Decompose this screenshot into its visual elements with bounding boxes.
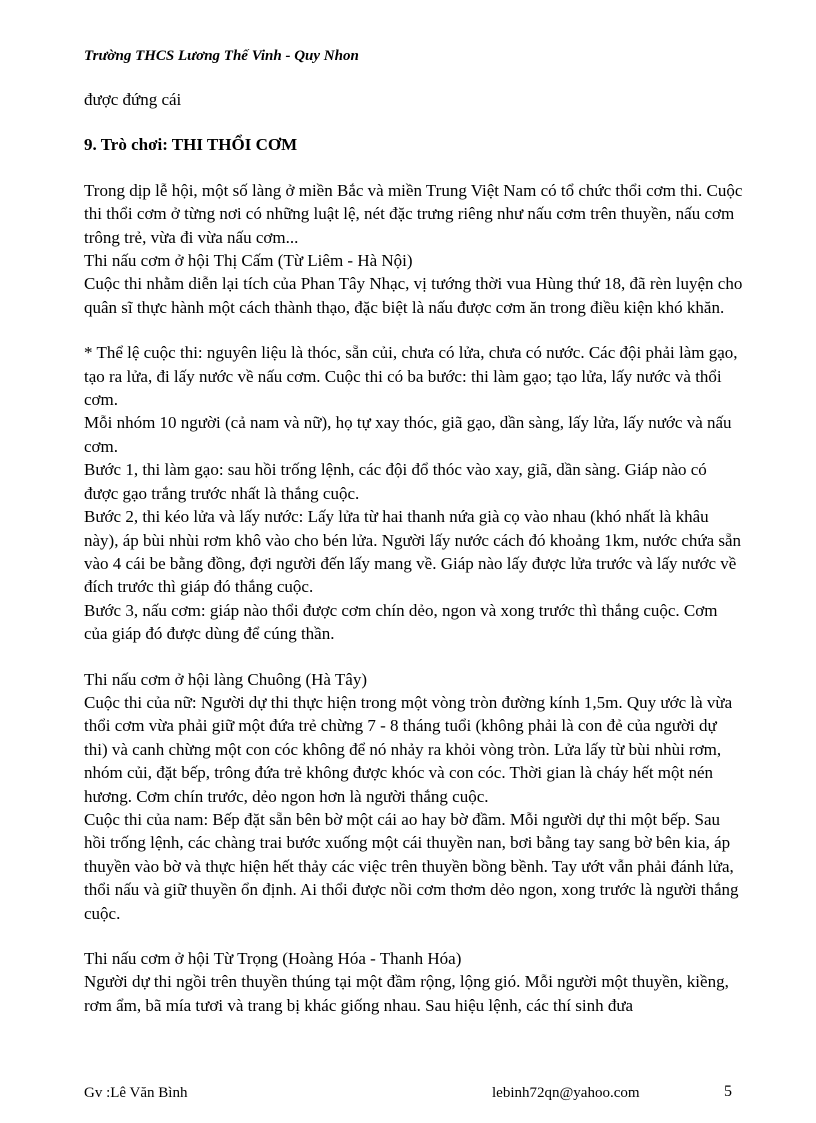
- section-title: 9. Trò chơi: THI THỔI CƠM: [84, 135, 298, 155]
- paragraph-groups: Mỗi nhóm 10 người (cả nam và nữ), họ tự xay thóc, giã gạo, dần sàng, lấy lửa, lấy nước và nấu cơm.: [84, 413, 732, 456]
- page-number: 5: [724, 1083, 732, 1100]
- paragraph-male-contest: Cuộc thi của nam: Bếp đặt sẵn bên bờ một cái ao hay bờ đầm. Mỗi người dự thi một bếp. Sau hồi trống lệnh, các chàng trai bước xuống một cái thuyền nan, bơi bằng tay sang bờ bên kia, áp thuyền vào bờ và thực hiện hết thảy các việc trên thuyền bồng bềnh. Tay ướt vẫn phải đánh lửa, thổi nấu và giữ thuyền ổn định. Ai thổi được nồi cơm thơm dẻo ngon, xong trước là người thắng cuộc.: [84, 809, 739, 923]
- paragraph-step-3: Bước 3, nấu cơm: giáp nào thổi được cơm chín dẻo, ngon và xong trước thì thắng cuộc. Cơm của giáp đó được dùng để cúng thần.: [84, 600, 718, 644]
- subheading-tu-trong: Thi nấu cơm ở hội Từ Trọng (Hoàng Hóa - Thanh Hóa): [84, 949, 462, 968]
- footer-author: Gv :Lê Văn Bình: [84, 1085, 188, 1101]
- paragraph-step-1: Bước 1, thi làm gạo: sau hồi trống lệnh, các đội đổ thóc vào xay, giã, dần sàng. Giáp nào có được gạo trắng trước nhất là thắng cuộc.: [84, 460, 707, 503]
- intro-line: được đứng cái: [84, 90, 182, 109]
- paragraph-female-contest: Cuộc thi của nữ: Người dự thi thực hiện trong một vòng tròn đường kính 1,5m. Quy ước là vừa thổi cơm vừa phải giữ một đứa trẻ chừng 7 - 8 tháng tuổi (không phải là con đẻ của người dự thi) và canh chừng một con cóc không để nó nhảy ra khỏi vòng tròn. Lửa lấy từ bùi nhùi rơm, nhóm củi, đặt bếp, trông đứa trẻ không được khóc và con cóc. Thời gian là cháy hết một nén hương. Cơm chín trước, dẻo ngon hơn là người thắng cuộc.: [84, 692, 733, 806]
- page-header: Trường THCS Lương Thế Vinh - Quy Nhon: [84, 48, 359, 64]
- paragraph-rules: * Thể lệ cuộc thi: nguyên liệu là thóc, sẵn củi, chưa có lửa, chưa có nước. Các đội phải làm gạo, tạo ra lửa, đi lấy nước về nấu cơm. Cuộc thi có ba bước: thi làm gạo; tạo lửa, lấy nước và thổi cơm.: [84, 343, 738, 410]
- subheading-thi-cam: Thi nấu cơm ở hội Thị Cấm (Từ Liêm - Hà Nội): [84, 251, 413, 271]
- paragraph-thi-cam: Cuộc thi nhằm diễn lại tích của Phan Tây Nhạc, vị tướng thời vua Hùng thứ 18, đã rèn luyện cho quân sĩ thực hành một cách thành thạo, đặc biệt là nấu được cơm ăn trong điều kiện khó khăn.: [84, 274, 743, 317]
- paragraph-tu-trong: Người dự thi ngồi trên thuyền thúng tại một đầm rộng, lộng gió. Mỗi người một thuyền, kiềng, rơm ẩm, bã mía tươi và trang bị khác giống nhau. Sau hiệu lệnh, các thí sinh đưa: [84, 972, 729, 1015]
- paragraph-intro: Trong dịp lễ hội, một số làng ở miền Bắc và miền Trung Việt Nam có tổ chức thổi cơm thi. Cuộc thi thổi cơm ở từng nơi có những luật lệ, nét đặc trưng riêng như nấu cơm trên thuyền, nấu cơm trông trẻ, vừa đi vừa nấu cơm...: [84, 180, 743, 247]
- paragraph-step-2: Bước 2, thi kéo lửa và lấy nước: Lấy lửa từ hai thanh nứa già cọ vào nhau (khó nhất là khâu này), áp bùi nhùi rơm khô vào cho bén lửa. Người lấy nước cách đó khoảng 1km, nước chứa sẵn vào 4 cái be bằng đồng, đợi người đến lấy mang về. Giáp nào lấy được lửa trước và lấy nước về đích trước thì giáp đó thắng cuộc.: [84, 507, 742, 597]
- document-body: [84, 88, 744, 1017]
- footer-email: lebinh72qn@yahoo.com: [492, 1085, 640, 1101]
- subheading-lang-chuong: Thi nấu cơm ở hội làng Chuông (Hà Tây): [84, 669, 367, 689]
